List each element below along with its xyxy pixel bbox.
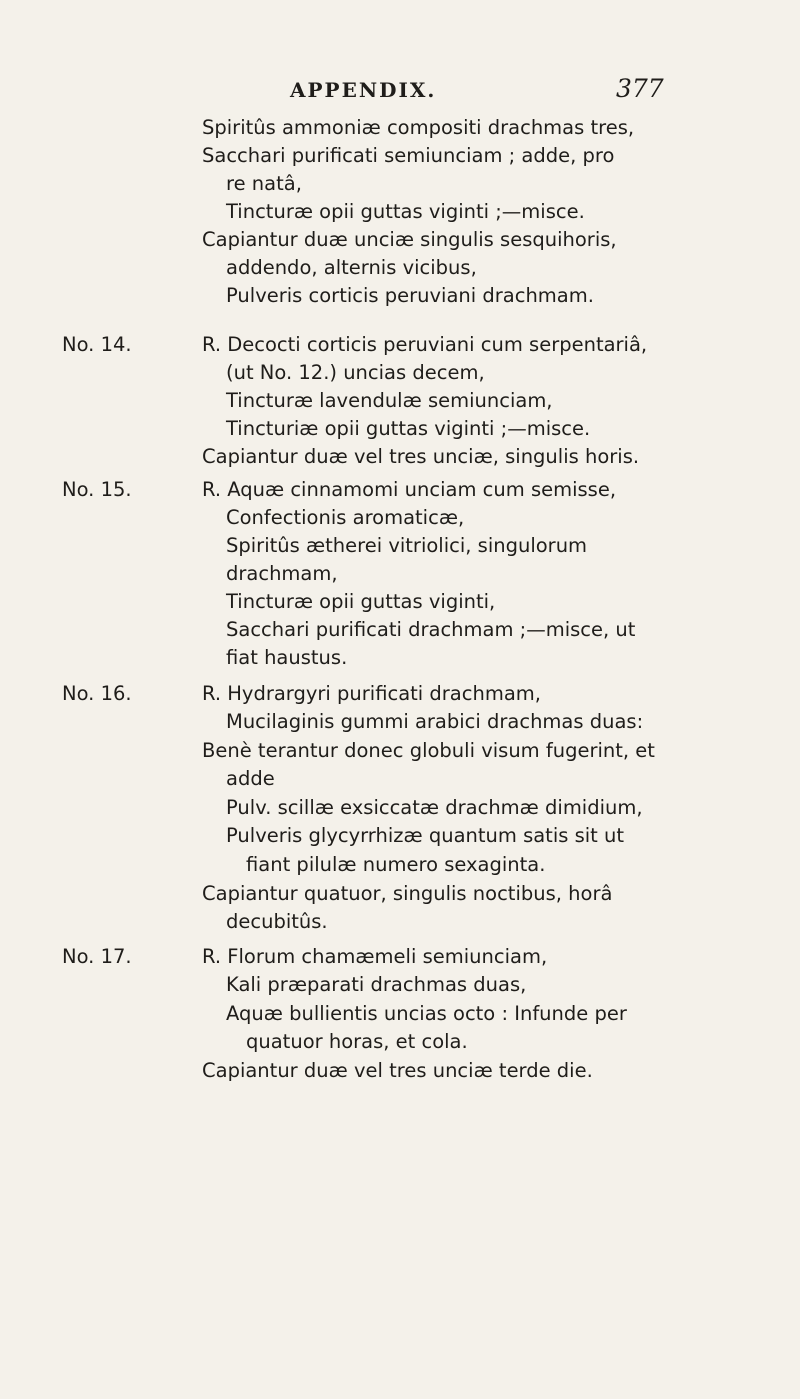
text-line: (ut No. 12.) uncias decem, (226, 361, 485, 384)
text-line: Capiantur duæ unciæ singulis sesquihoris, (202, 228, 617, 251)
text-line: Capiantur quatuor, singulis noctibus, horâ (202, 882, 613, 905)
text-line: Sacchari purificati drachmam ;—misce, ut (226, 618, 636, 641)
text-line: Tincturæ lavendulæ semiunciam, (226, 389, 553, 412)
text-line: Sacchari purificati semiunciam ; adde, pro (202, 144, 615, 167)
text-line: decubitûs. (226, 910, 328, 933)
running-title: APPENDIX. (290, 78, 437, 102)
text-line: Tincturæ opii guttas viginti, (226, 590, 496, 613)
text-line: Capiantur duæ vel tres unciæ terde die. (202, 1059, 593, 1082)
text-line: fiant pilulæ numero sexaginta. (246, 853, 546, 876)
text-line: Kali præparati drachmas duas, (226, 973, 527, 996)
text-line: Tincturiæ opii guttas viginti ;—misce. (226, 417, 591, 440)
text-line: fiat haustus. (226, 646, 348, 669)
recipe-number: No. 15. (62, 478, 132, 501)
page-number: 377 (616, 74, 664, 103)
text-line: R. Decocti corticis peruviani cum serpentariâ, (202, 333, 648, 356)
text-line: Capiantur duæ vel tres unciæ, singulis horis. (202, 445, 640, 468)
recipe-number: No. 16. (62, 682, 132, 705)
text-line: addendo, alternis vicibus, (226, 256, 477, 279)
text-line: re natâ, (226, 172, 302, 195)
text-line: Pulveris corticis peruviani drachmam. (226, 284, 594, 307)
text-line: R. Florum chamæmeli semiunciam, (202, 945, 548, 968)
text-line: Benè terantur donec globuli visum fugerint, et (202, 739, 655, 762)
text-line: Confectionis aromaticæ, (226, 506, 465, 529)
text-line: Aquæ bullientis uncias octo : Infunde per (226, 1002, 627, 1025)
page-header (0, 74, 800, 112)
text-line: adde (226, 767, 275, 790)
text-line: Pulv. scillæ exsiccatæ drachmæ dimidium, (226, 796, 643, 819)
recipe-number: No. 17. (62, 945, 132, 968)
text-line: Mucilaginis gummi arabici drachmas duas: (226, 710, 644, 733)
text-line: Spiritûs ætherei vitriolici, singulorum (226, 534, 588, 557)
recipe-number: No. 14. (62, 333, 132, 356)
text-line: Tincturæ opii guttas viginti ;—misce. (226, 200, 585, 223)
text-line: Pulveris glycyrrhizæ quantum satis sit ut (226, 824, 625, 847)
text-line: Spiritûs ammoniæ compositi drachmas tres, (202, 116, 635, 139)
text-line: R. Hydrargyri purificati drachmam, (202, 682, 541, 705)
text-line: R. Aquæ cinnamomi unciam cum semisse, (202, 478, 617, 501)
text-line: drachmam, (226, 562, 338, 585)
text-line: quatuor horas, et cola. (246, 1030, 468, 1053)
